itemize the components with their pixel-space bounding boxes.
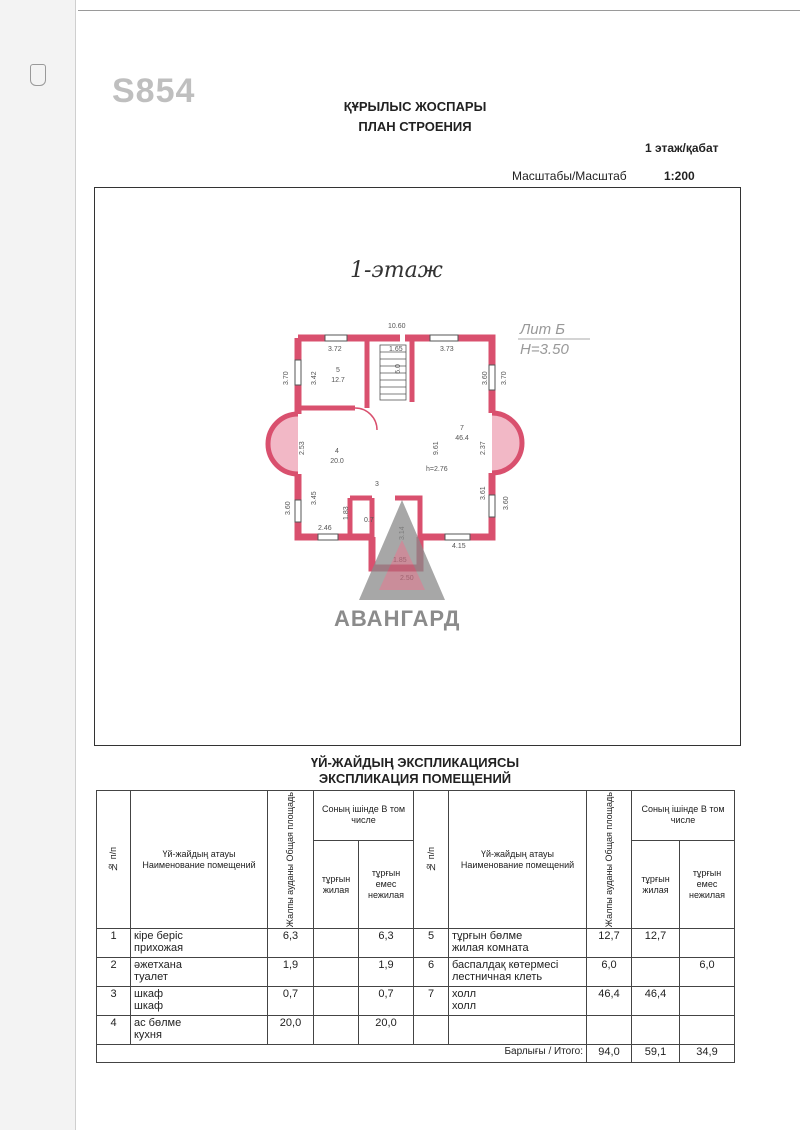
row-number: 5: [414, 929, 449, 958]
room-name-kz: әжетхана: [134, 959, 182, 972]
row-number: 2: [97, 958, 131, 987]
dim-373: 3.73: [440, 346, 454, 353]
row-total-area: 46,4: [587, 987, 632, 1016]
room7-number: 7: [460, 425, 464, 432]
dim-3: 3: [375, 481, 379, 488]
total-nonliving: 34,9: [680, 1045, 735, 1063]
header-name-left: Үй-жайдың атауы Наименование помещений: [131, 791, 268, 929]
dim-360-a: 3.60: [285, 501, 292, 515]
dim-415: 4.15: [452, 543, 466, 550]
dim-253: 2.53: [299, 441, 306, 455]
row-total-area: 6,0: [587, 958, 632, 987]
total-area: 94,0: [587, 1045, 632, 1063]
row-living-area: [314, 1016, 359, 1045]
row-total-area: 20,0: [268, 1016, 314, 1045]
scale-label: Масштабы/Масштаб: [512, 169, 627, 183]
row-living-area: [632, 958, 680, 987]
left-bay-window: [268, 414, 298, 474]
row-living-area: [314, 929, 359, 958]
dim-372: 3.72: [328, 346, 342, 353]
room7-area: 46.4: [455, 435, 469, 442]
room-name-kz: ас бөлме: [134, 1017, 182, 1030]
header-nonliving-left: тұрғын емес нежилая: [359, 840, 414, 929]
explication-title-ru: ЭКСПЛИКАЦИЯ ПОМЕЩЕНИЙ: [318, 771, 512, 786]
table-header-row: [97, 791, 735, 841]
row-living-area: 46,4: [632, 987, 680, 1016]
row-living-area: [314, 987, 359, 1016]
dim-342: 3.42: [311, 371, 318, 385]
room-name-ru: прихожая: [134, 942, 184, 955]
room-name: [449, 1016, 587, 1045]
room-name: [131, 1016, 268, 1045]
header-total-right: Жалпы ауданы Общая площадь: [587, 791, 632, 929]
row-living-area: [314, 958, 359, 987]
row-total-area: 12,7: [587, 929, 632, 958]
header-incl-left: Соның ішінде В том числе: [314, 791, 414, 841]
row-nonliving-area: 0,7: [359, 987, 414, 1016]
dim-top: 10.60: [388, 323, 406, 330]
room4-number: 4: [335, 448, 339, 455]
row-living-area: [632, 1016, 680, 1045]
table-total-row: [97, 1045, 735, 1063]
document-stamp-code: S854: [112, 72, 196, 110]
room-name-kz: шкаф: [134, 988, 164, 1001]
scale-value: 1:200: [664, 169, 695, 183]
room-name-ru: шкаф: [134, 1000, 164, 1013]
room-name: [131, 987, 268, 1016]
header-num-left: № п/п: [97, 791, 131, 929]
floor-tag: 1 этаж/қабат: [645, 141, 719, 155]
room-name-kz: холл: [452, 988, 477, 1001]
header-num-right: № п/п: [414, 791, 449, 929]
header-living-right: тұрғын жилая: [632, 840, 680, 929]
row-total-area: 6,3: [268, 929, 314, 958]
room-name: [449, 987, 587, 1016]
row-number: 1: [97, 929, 131, 958]
row-nonliving-area: [680, 1016, 735, 1045]
dim-237: 2.37: [480, 441, 487, 455]
row-number: [414, 1016, 449, 1045]
table-row: [97, 929, 735, 958]
right-bay-window: [492, 413, 522, 473]
watermark-text: АВАНГАРД: [334, 606, 461, 631]
dim-345: 3.45: [311, 491, 318, 505]
plan-heading: 1-этаж: [350, 258, 443, 283]
room-name: [449, 958, 587, 987]
total-label: Барлығы / Итого:: [97, 1045, 587, 1063]
height-note: H=3.50: [520, 341, 569, 358]
row-nonliving-area: 20,0: [359, 1016, 414, 1045]
room-name-ru: лестничная клеть: [452, 971, 543, 984]
row-living-area: 12,7: [632, 929, 680, 958]
room-name-kz: тұрғын бөлме: [452, 930, 523, 943]
room-name: [449, 929, 587, 958]
row-nonliving-area: [680, 929, 735, 958]
row-number: 6: [414, 958, 449, 987]
room-name-ru: холл: [452, 1000, 477, 1013]
row-nonliving-area: 6,0: [680, 958, 735, 987]
row-number: 7: [414, 987, 449, 1016]
room-name-kz: баспалдақ көтермесі: [452, 959, 559, 972]
room5-number: 5: [336, 367, 340, 374]
dim-183: 1.83: [343, 506, 350, 520]
header-nonliving-right: тұрғын емес нежилая: [680, 840, 735, 929]
total-living: 59,1: [632, 1045, 680, 1063]
staircase: [380, 345, 406, 400]
ceiling-height: h=2.76: [426, 466, 448, 473]
title-kazakh: ҚҰРЫЛЫС ЖОСПАРЫ: [343, 99, 487, 114]
row-number: 3: [97, 987, 131, 1016]
dim-07: 0.7: [364, 517, 374, 524]
title-russian: ПЛАН СТРОЕНИЯ: [358, 119, 472, 134]
dim-360-right: 3.60: [482, 371, 489, 385]
row-nonliving-area: 6,3: [359, 929, 414, 958]
room-name-ru: туалет: [134, 971, 168, 984]
dim-246: 2.46: [318, 525, 332, 532]
row-nonliving-area: 1,9: [359, 958, 414, 987]
dim-360-b: 3.60: [503, 496, 510, 510]
lit-label: Лит Б: [520, 321, 566, 338]
dim-961: 9.61: [433, 441, 440, 455]
row-nonliving-area: [680, 987, 735, 1016]
room-name: [131, 958, 268, 987]
room5-area: 12.7: [331, 377, 345, 384]
row-total-area: [587, 1016, 632, 1045]
dim-370-left: 3.70: [283, 371, 290, 385]
row-total-area: 1,9: [268, 958, 314, 987]
explication-title-kz: ҮЙ-ЖАЙДЫҢ ЭКСПЛИКАЦИЯСЫ: [310, 755, 520, 770]
dim-361: 3.61: [480, 486, 487, 500]
room-name-kz: кіре беріс: [134, 930, 183, 943]
table-row: [97, 987, 735, 1016]
header-incl-right: Соның ішінде В том числе: [632, 791, 735, 841]
row-number: 4: [97, 1016, 131, 1045]
dim-165: 1.65: [389, 346, 403, 353]
room4-area: 20.0: [330, 458, 344, 465]
room-name-ru: кухня: [134, 1029, 162, 1042]
door-swing: [355, 408, 377, 430]
header-living-left: тұрғын жилая: [314, 840, 359, 929]
header-name-right: Үй-жайдың атауы Наименование помещений: [449, 791, 587, 929]
table-row: [97, 1016, 735, 1045]
explication-table: [96, 790, 735, 1063]
dim-370-right: 3.70: [501, 371, 508, 385]
room6-area: 6.0: [395, 364, 402, 374]
row-total-area: 0,7: [268, 987, 314, 1016]
header-total-left: Жалпы ауданы Общая площадь: [268, 791, 314, 929]
room-name: [131, 929, 268, 958]
room-name-ru: жилая комната: [452, 942, 529, 955]
table-row: [97, 958, 735, 987]
